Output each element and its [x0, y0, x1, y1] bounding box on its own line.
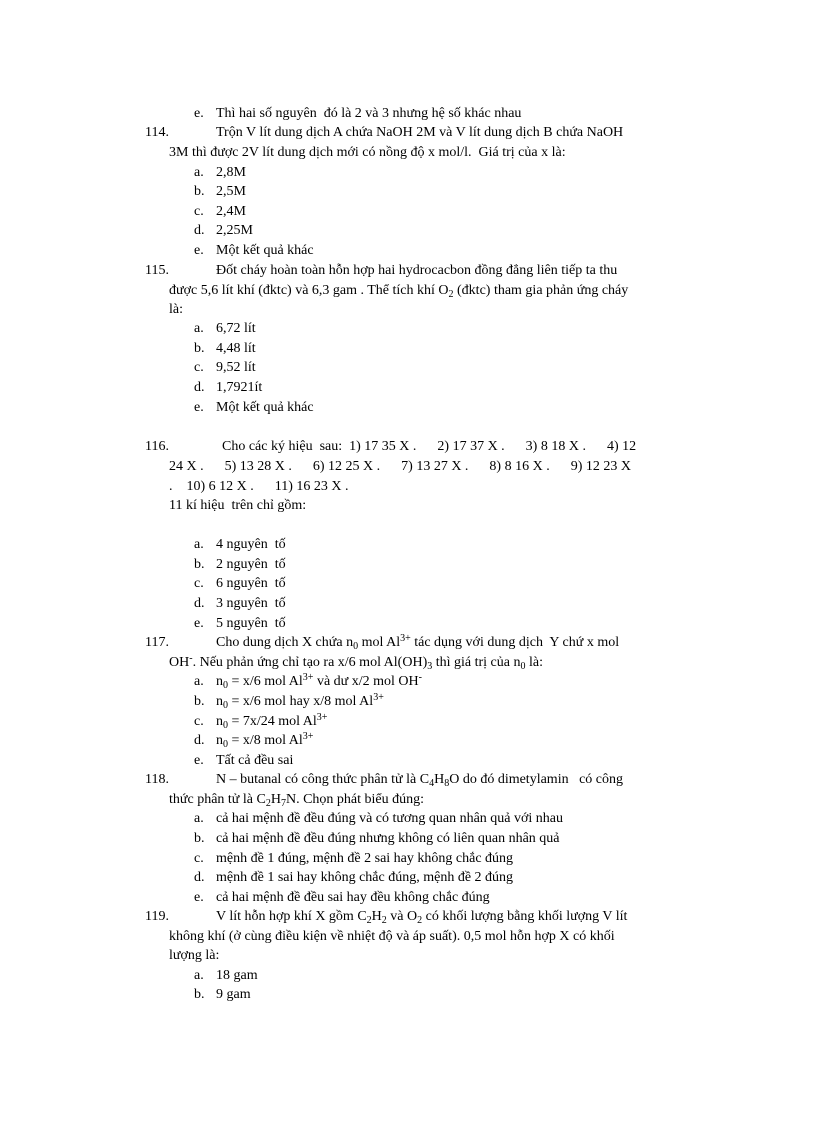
option-letter: d.	[194, 870, 205, 885]
option-text: 9 gam	[216, 987, 251, 1002]
option-letter: c.	[194, 714, 204, 729]
question-number: 118.	[145, 772, 169, 787]
option-text: $n_0 = x/8$ mol $Al^{3+}$	[216, 731, 314, 750]
option-letter: e.	[194, 753, 204, 768]
option-text: cả hai mệnh đề đều đúng và có tương quan nhân quả với nhau	[216, 811, 564, 826]
option-text: cả hai mệnh đề đều sai hay đều không chắc đúng	[216, 890, 490, 905]
option-text: 18 gam	[216, 968, 258, 983]
option-text: Một kết quả khác	[216, 243, 314, 258]
option-text: 2 nguyên tố	[216, 557, 286, 572]
option-text: 2,4M	[216, 204, 246, 219]
option-text: Tất cả đều sai	[216, 753, 294, 768]
option-text: 3 nguyên tố	[216, 596, 286, 611]
option-text: 5 nguyên tố	[216, 616, 286, 631]
question-text: Cho các ký hiệu sau: 1) 17 35 X . 2) 17 37 X . 3) 8 18 X . 4) 12	[222, 439, 637, 454]
question-text: Cho dung dịch X chứa $n_0$ mol $Al^{3+}$ tác dụng với dung dịch Y chứ x mol	[216, 633, 620, 652]
question-text: OH-. Nếu phản ứng chỉ tạo ra x/6 mol $Al(OH)_3$ thì giá trị của $n_0$ là:	[169, 653, 543, 672]
option-text: cả hai mệnh đề đều đúng nhưng không có liên quan nhân quả	[216, 831, 560, 846]
option-letter: c.	[194, 204, 204, 219]
option-letter: a.	[194, 968, 204, 983]
question-text: 11 kí hiệu trên chỉ gồm:	[169, 498, 307, 513]
option-letter: d.	[194, 223, 205, 238]
option-text: mệnh đề 1 sai hay không chắc đúng, mệnh đề 2 đúng	[216, 870, 514, 885]
question-text: N – butanal có công thức phân tử là $C_4H_8O$ do đó dimetylamin có công	[216, 772, 624, 789]
option-text: 4,48 lít	[216, 341, 256, 356]
option-letter: a.	[194, 165, 204, 180]
option-text: 2,8M	[216, 165, 246, 180]
option-letter: c.	[194, 360, 204, 375]
option-letter: b.	[194, 831, 205, 846]
option-letter: e.	[194, 616, 204, 631]
question-text: 3M thì được 2V lít dung dịch mới có nồng độ x mol/l. Giá trị của x là:	[169, 145, 566, 160]
question-text: không khí (ở cùng điều kiện về nhiệt độ và áp suất). 0,5 mol hỗn hợp X có khối	[169, 929, 615, 944]
question-text: Đốt cháy hoàn toàn hỗn hợp hai hydrocacbon đồng đẳng liên tiếp ta thu	[216, 263, 618, 278]
option-text: $n_0 = x/6$ mol $Al^{3+}$ và dư x/2 mol OH-	[216, 672, 422, 691]
option-letter: a.	[194, 321, 204, 336]
option-letter: e.	[194, 890, 204, 905]
question-number: 116.	[145, 439, 169, 454]
option-text: Một kết quả khác	[216, 400, 314, 415]
option-letter: c.	[194, 576, 204, 591]
option-letter: d.	[194, 596, 205, 611]
option-letter: b.	[194, 987, 205, 1002]
question-text: được 5,6 lít khí (đktc) và 6,3 gam . Thể tích khí $O_2$ (đktc) tham gia phản ứng cháy	[169, 283, 629, 300]
option-text: 4 nguyên tố	[216, 537, 286, 552]
option-text: 2,25M	[216, 223, 253, 238]
option-text: $n_0 = 7x/24$ mol $Al^{3+}$	[216, 712, 328, 731]
question-number: 114.	[145, 125, 169, 140]
option-letter: e.	[194, 106, 204, 121]
question-text: V lít hỗn hợp khí X gồm $C_2H_2$ và $O_2$ có khối lượng bằng khối lượng V lít	[216, 909, 628, 926]
option-letter: a.	[194, 537, 204, 552]
question-number: 115.	[145, 263, 169, 278]
option-letter: b.	[194, 694, 205, 709]
option-text: $n_0 = x/6$ mol hay x/8 mol $Al^{3+}$	[216, 692, 384, 711]
option-letter: b.	[194, 184, 205, 199]
option-letter: e.	[194, 400, 204, 415]
option-text: 6 nguyên tố	[216, 576, 286, 591]
option-text: Thì hai số nguyên đó là 2 và 3 nhưng hệ số khác nhau	[216, 106, 522, 121]
option-letter: b.	[194, 341, 205, 356]
option-letter: a.	[194, 811, 204, 826]
option-letter: a.	[194, 674, 204, 689]
question-text: . 10) 6 12 X . 11) 16 23 X .	[169, 479, 349, 494]
question-text: 24 X . 5) 13 28 X . 6) 12 25 X . 7) 13 27 X . 8) 8 16 X . 9) 12 23 X	[169, 459, 631, 474]
option-text: mệnh đề 1 đúng, mệnh đề 2 sai hay không chắc đúng	[216, 851, 514, 866]
question-text: thức phân tử là $C_2H_7N$. Chọn phát biểu đúng:	[169, 792, 424, 809]
question-text: Trộn V lít dung dịch A chứa NaOH 2M và V lít dung dịch B chứa NaOH	[216, 125, 624, 140]
option-letter: d.	[194, 733, 205, 748]
option-letter: d.	[194, 380, 205, 395]
option-text: 6,72 lít	[216, 321, 256, 336]
option-letter: b.	[194, 557, 205, 572]
question-number: 119.	[145, 909, 169, 924]
option-letter: c.	[194, 851, 204, 866]
option-text: 2,5M	[216, 184, 246, 199]
question-text: là:	[169, 302, 183, 317]
option-letter: e.	[194, 243, 204, 258]
question-number: 117.	[145, 635, 169, 650]
question-text: lượng là:	[169, 948, 220, 963]
option-text: 1,7921ít	[216, 380, 263, 395]
option-text: 9,52 lít	[216, 360, 256, 375]
